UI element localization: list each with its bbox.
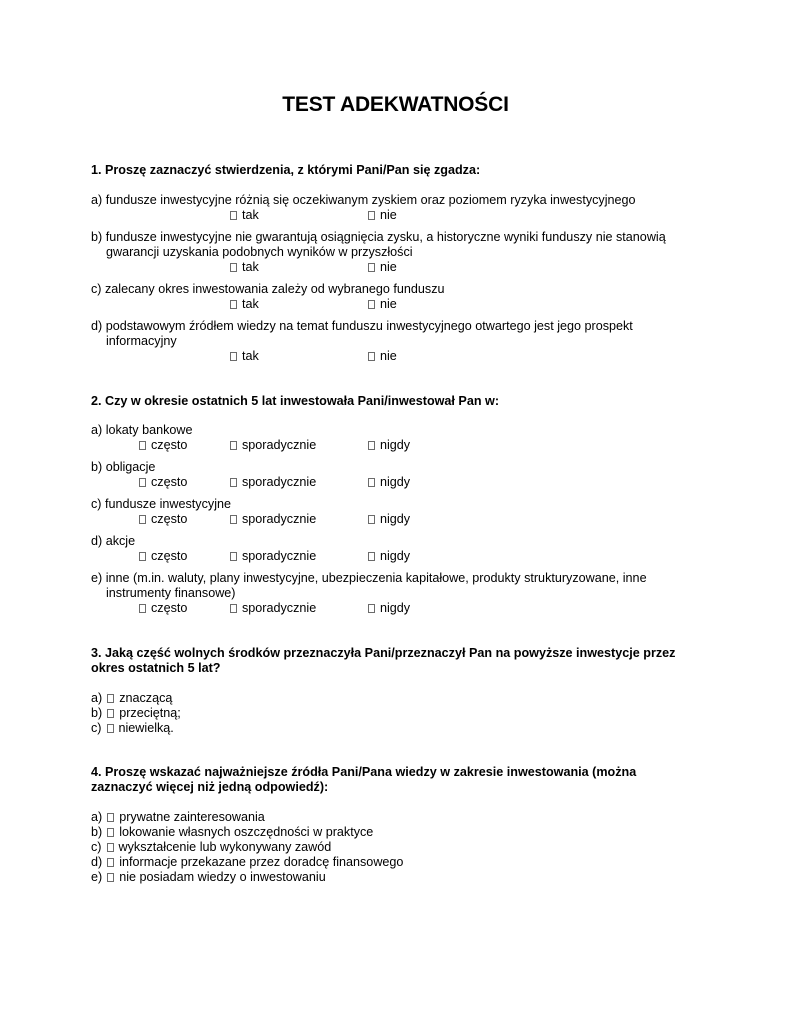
q1-item-d: d) podstawowym źródłem wiedzy na temat funduszu inwestycyjnego otwartego jest jego prospekt bbox=[91, 319, 633, 333]
checkbox-icon[interactable] bbox=[107, 858, 114, 867]
q4-option-c[interactable]: c) wykształcenie lub wykonywany zawód bbox=[91, 840, 332, 854]
q1-item-a-tak-option[interactable]: tak bbox=[230, 208, 259, 223]
q2-item-e-sporadycznie-option[interactable]: sporadycznie bbox=[230, 601, 316, 616]
q2-item-d-czesto-option[interactable]: często bbox=[139, 549, 187, 564]
q1-heading: 1. Proszę zaznaczyć stwierdzenia, z którymi Pani/Pan się zgadza: bbox=[91, 163, 481, 177]
q1-item-d-tak-option[interactable]: tak bbox=[230, 349, 259, 364]
q4-option-b[interactable]: b) lokowanie własnych oszczędności w praktyce bbox=[91, 825, 374, 839]
q2-item-d-sporadycznie-option[interactable]: sporadycznie bbox=[230, 549, 316, 564]
page-title: TEST ADEKWATNOŚCI bbox=[282, 93, 509, 116]
q2-item-a-nigdy-option[interactable]: nigdy bbox=[368, 438, 410, 453]
q2-item-d: d) akcje bbox=[91, 534, 136, 548]
checkbox-icon[interactable] bbox=[230, 552, 237, 561]
checkbox-icon[interactable] bbox=[230, 352, 237, 361]
checkbox-icon[interactable] bbox=[107, 828, 114, 837]
q1-item-a-nie-option[interactable]: nie bbox=[368, 208, 397, 223]
q4-option-e[interactable]: e) nie posiadam wiedzy o inwestowaniu bbox=[91, 870, 326, 884]
checkbox-icon[interactable] bbox=[368, 263, 375, 272]
checkbox-icon[interactable] bbox=[368, 441, 375, 450]
checkbox-icon[interactable] bbox=[368, 604, 375, 613]
checkbox-icon[interactable] bbox=[368, 552, 375, 561]
checkbox-icon[interactable] bbox=[230, 300, 237, 309]
q4-option-a[interactable]: a) prywatne zainteresowania bbox=[91, 810, 265, 824]
checkbox-icon[interactable] bbox=[139, 552, 146, 561]
checkbox-icon[interactable] bbox=[139, 478, 146, 487]
checkbox-icon[interactable] bbox=[230, 441, 237, 450]
checkbox-icon[interactable] bbox=[230, 211, 237, 220]
q1-item-b-nie-option[interactable]: nie bbox=[368, 260, 397, 275]
checkbox-icon[interactable] bbox=[230, 263, 237, 272]
q2-heading: 2. Czy w okresie ostatnich 5 lat inwestowała Pani/inwestował Pan w: bbox=[91, 394, 500, 408]
checkbox-icon[interactable] bbox=[230, 604, 237, 613]
q1-item-d-nie-option[interactable]: nie bbox=[368, 349, 397, 364]
q3-option-a[interactable]: a) znaczącą bbox=[91, 691, 173, 705]
q4-heading-continuation: zaznaczyć więcej niż jedną odpowiedź): bbox=[91, 780, 329, 794]
q2-item-a-czesto-option[interactable]: często bbox=[139, 438, 187, 453]
checkbox-icon[interactable] bbox=[107, 724, 114, 733]
q2-item-c: c) fundusze inwestycyjne bbox=[91, 497, 231, 511]
q2-item-a-sporadycznie-option[interactable]: sporadycznie bbox=[230, 438, 316, 453]
checkbox-icon[interactable] bbox=[107, 694, 114, 703]
q1-item-b: b) fundusze inwestycyjne nie gwarantują osiągnięcia zysku, a historyczne wyniki funduszy nie stanowią bbox=[91, 230, 666, 244]
checkbox-icon[interactable] bbox=[107, 709, 114, 718]
q2-item-a: a) lokaty bankowe bbox=[91, 423, 193, 437]
checkbox-icon[interactable] bbox=[368, 211, 375, 220]
q1-item-c-tak-option[interactable]: tak bbox=[230, 297, 259, 312]
q1-item-b-tak-option[interactable]: tak bbox=[230, 260, 259, 275]
q3-heading-continuation: okres ostatnich 5 lat? bbox=[91, 661, 221, 675]
q4-heading: 4. Proszę wskazać najważniejsze źródła Pani/Pana wiedzy w zakresie inwestowania (można bbox=[91, 765, 637, 779]
q2-item-e-nigdy-option[interactable]: nigdy bbox=[368, 601, 410, 616]
checkbox-icon[interactable] bbox=[230, 515, 237, 524]
checkbox-icon[interactable] bbox=[139, 441, 146, 450]
checkbox-icon[interactable] bbox=[139, 515, 146, 524]
checkbox-icon[interactable] bbox=[107, 813, 114, 822]
q4-option-d[interactable]: d) informacje przekazane przez doradcę finansowego bbox=[91, 855, 404, 869]
q2-item-e: e) inne (m.in. waluty, plany inwestycyjne, ubezpieczenia kapitałowe, produkty strukturyzowane, inne bbox=[91, 571, 647, 585]
q2-item-c-sporadycznie-option[interactable]: sporadycznie bbox=[230, 512, 316, 527]
checkbox-icon[interactable] bbox=[230, 478, 237, 487]
q2-item-b-sporadycznie-option[interactable]: sporadycznie bbox=[230, 475, 316, 490]
q2-item-b-nigdy-option[interactable]: nigdy bbox=[368, 475, 410, 490]
checkbox-icon[interactable] bbox=[107, 873, 114, 882]
q1-item-c: c) zalecany okres inwestowania zależy od wybranego funduszu bbox=[91, 282, 445, 296]
q1-item-c-nie-option[interactable]: nie bbox=[368, 297, 397, 312]
q2-item-b: b) obligacje bbox=[91, 460, 156, 474]
q2-item-c-nigdy-option[interactable]: nigdy bbox=[368, 512, 410, 527]
q2-item-e-czesto-option[interactable]: często bbox=[139, 601, 187, 616]
q2-item-b-czesto-option[interactable]: często bbox=[139, 475, 187, 490]
q3-option-c[interactable]: c) niewielką. bbox=[91, 721, 174, 735]
q3-option-b[interactable]: b) przeciętną; bbox=[91, 706, 181, 720]
checkbox-icon[interactable] bbox=[368, 352, 375, 361]
q2-item-e-continuation: instrumenty finansowe) bbox=[106, 586, 236, 600]
checkbox-icon[interactable] bbox=[139, 604, 146, 613]
checkbox-icon[interactable] bbox=[368, 478, 375, 487]
q1-item-b-continuation: gwarancji uzyskania podobnych wyników w przyszłości bbox=[106, 245, 413, 259]
q3-heading: 3. Jaką część wolnych środków przeznaczyła Pani/przeznaczył Pan na powyższe inwestycje przez bbox=[91, 646, 676, 660]
q2-item-c-czesto-option[interactable]: często bbox=[139, 512, 187, 527]
checkbox-icon[interactable] bbox=[368, 300, 375, 309]
q1-item-a: a) fundusze inwestycyjne różnią się oczekiwanym zyskiem oraz poziomem ryzyka inwestycyjnego bbox=[91, 193, 636, 207]
q1-item-d-continuation: informacyjny bbox=[106, 334, 177, 348]
checkbox-icon[interactable] bbox=[107, 843, 114, 852]
q2-item-d-nigdy-option[interactable]: nigdy bbox=[368, 549, 410, 564]
checkbox-icon[interactable] bbox=[368, 515, 375, 524]
